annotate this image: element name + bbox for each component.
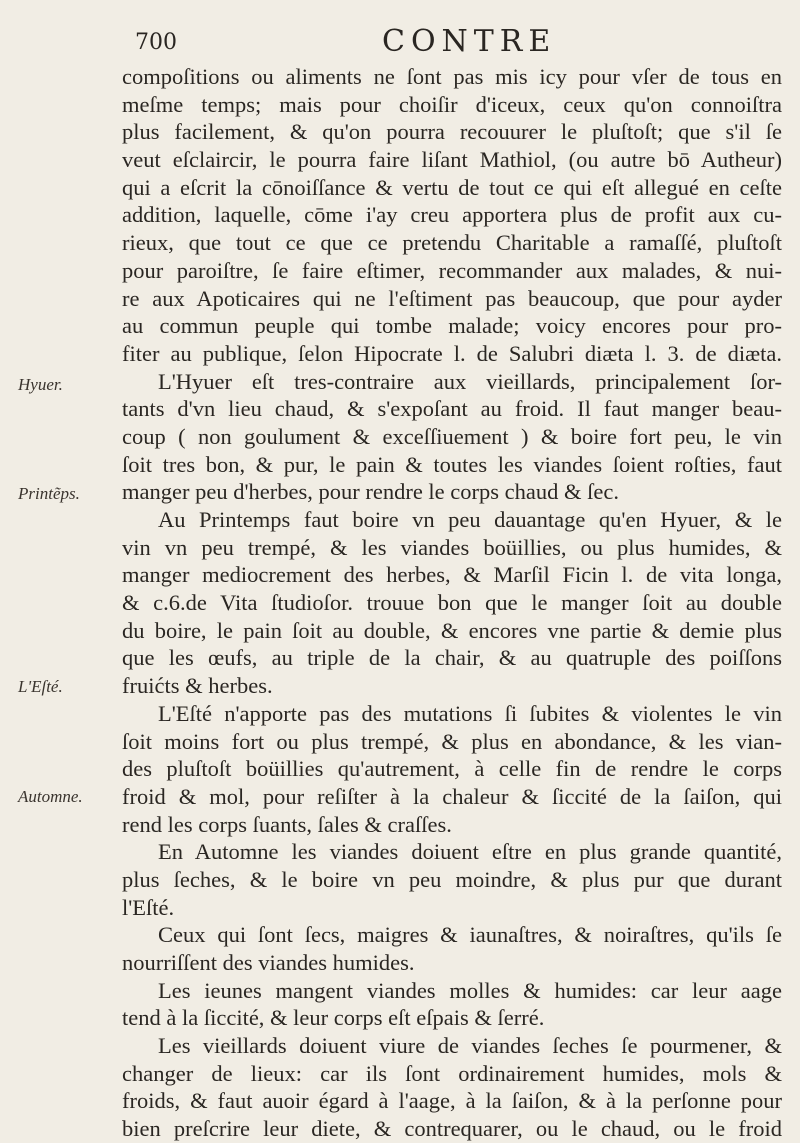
text-line: qui a eſcrit la cōnoiſſance & vertu de tout ce qui eſt allegué en ceſte bbox=[122, 174, 782, 200]
running-title: CONTRE bbox=[382, 24, 557, 59]
margin-note-hyuer: Hyuer. bbox=[18, 375, 63, 394]
text-line: plus ſeches, & le boire vn peu moindre, & plus pur que durant bbox=[122, 866, 782, 892]
text-line: re aux Apoticaires qui ne l'eſtiment pas beaucoup, que pour ayder bbox=[122, 285, 782, 311]
text-line: & c.6.de Vita ſtudioſor. trouue bon que le manger ſoit au double bbox=[122, 590, 782, 616]
text-line: au commun peuple qui tombe malade; voicy encores pour pro- bbox=[122, 313, 782, 339]
page-number: 700 bbox=[135, 30, 177, 55]
text-line: plus facilement, & qu'on pourra recouurer le pluſtoſt; que s'il ſe bbox=[122, 119, 782, 145]
text-line: nourriſſent des viandes humides. bbox=[122, 950, 415, 975]
text-line: compoſitions ou aliments ne ſont pas mis icy pour vſer de tous en bbox=[122, 64, 782, 89]
margin-note-printemps: Printẽps. bbox=[18, 484, 80, 503]
text-line: L'Hyuer eſt tres-contraire aux vieillards, principalement ſor- bbox=[158, 368, 782, 394]
text-line: tants d'vn lieu chaud, & s'expoſant au froid. Il faut manger beau- bbox=[122, 396, 782, 422]
text-line: des pluſtoſt boüillies qu'autrement, à celle fin de rendre le corps bbox=[122, 756, 782, 782]
margin-note-este: L'Eſté. bbox=[18, 677, 63, 696]
text-line: coup ( non goulument & exceſſiuement ) & boire fort peu, le vin bbox=[122, 423, 782, 449]
text-line: rend les corps ſuants, ſales & craſſes. bbox=[122, 811, 452, 837]
text-line: que les œufs, au triple de la chair, & au quatruple des poiſſons bbox=[122, 645, 782, 671]
text-line: En Automne les viandes doiuent eſtre en plus grande quantité, bbox=[158, 839, 782, 865]
text-line: meſme temps; mais pour choiſir d'iceux, ceux qu'on connoiſtra bbox=[122, 91, 782, 117]
page-header bbox=[0, 24, 800, 64]
text-line: Les ieunes mangent viandes molles & humides: car leur aage bbox=[158, 977, 782, 1003]
text-line: manger peu d'herbes, pour rendre le corps chaud & ſec. bbox=[122, 479, 619, 505]
text-line: froids, & faut auoir égard à l'aage, à la ſaiſon, & à la perſonne pour bbox=[122, 1088, 782, 1114]
text-line: Ceux qui ſont ſecs, maigres & iaunaſtres, & noiraſtres, qu'ils ſe bbox=[158, 922, 782, 948]
text-line: veut eſclaircir, le pourra faire liſant Mathiol, (ou autre bō Autheur) bbox=[122, 147, 782, 173]
text-line: addition, laquelle, cōme i'ay creu apportera plus de profit aux cu- bbox=[122, 202, 782, 228]
text-line: manger mediocrement des herbes, & Marſil Ficin l. de vita longa, bbox=[122, 562, 782, 588]
text-line: du boire, le pain ſoit au double, & encores vne partie & demie plus bbox=[122, 617, 782, 643]
text-line: Les vieillards doiuent viure de viandes ſeches ſe pourmener, & bbox=[158, 1033, 782, 1059]
margin-note-automne: Automne. bbox=[18, 787, 83, 806]
text-line: fruićts & herbes. bbox=[122, 673, 273, 699]
body-text bbox=[122, 63, 782, 1143]
text-line: bien preſcrire leur diete, & contrequarer, ou le chaud, ou le froid bbox=[122, 1116, 782, 1142]
text-line: l'Eſté. bbox=[122, 894, 175, 920]
text-line: L'Eſté n'apporte pas des mutations ſi ſubites & violentes le vin bbox=[158, 700, 782, 726]
text-line: rieux, que tout ce que ce pretendu Charitable a ramaſſé, pluſtoſt bbox=[122, 230, 782, 256]
text-line: pour paroiſtre, ſe faire eſtimer, recommander aux malades, & nui- bbox=[122, 257, 782, 283]
text-line: tend à la ſiccité, & leur corps eſt eſpais & ſerré. bbox=[122, 1005, 545, 1031]
text-line: vin vn peu trempé, & les viandes boüillies, ou plus humides, & bbox=[122, 534, 782, 560]
text-line: ſoit moins fort ou plus trempé, & plus en abondance, & les vian- bbox=[122, 728, 782, 754]
text-line: fiter au publique, ſelon Hipocrate l. de Salubri diæta l. 3. de diæta. bbox=[122, 340, 782, 366]
text-line: froid & mol, pour reſiſter à la chaleur & ſiccité de la ſaiſon, qui bbox=[122, 783, 782, 809]
text-line: changer de lieux: car ils ſont ordinairement humides, mols & bbox=[122, 1060, 782, 1086]
text-line: ſoit tres bon, & pur, le pain & toutes les viandes ſoient roſties, faut bbox=[122, 451, 782, 477]
text-line: Au Printemps faut boire vn peu dauantage qu'en Hyuer, & le bbox=[158, 507, 782, 532]
